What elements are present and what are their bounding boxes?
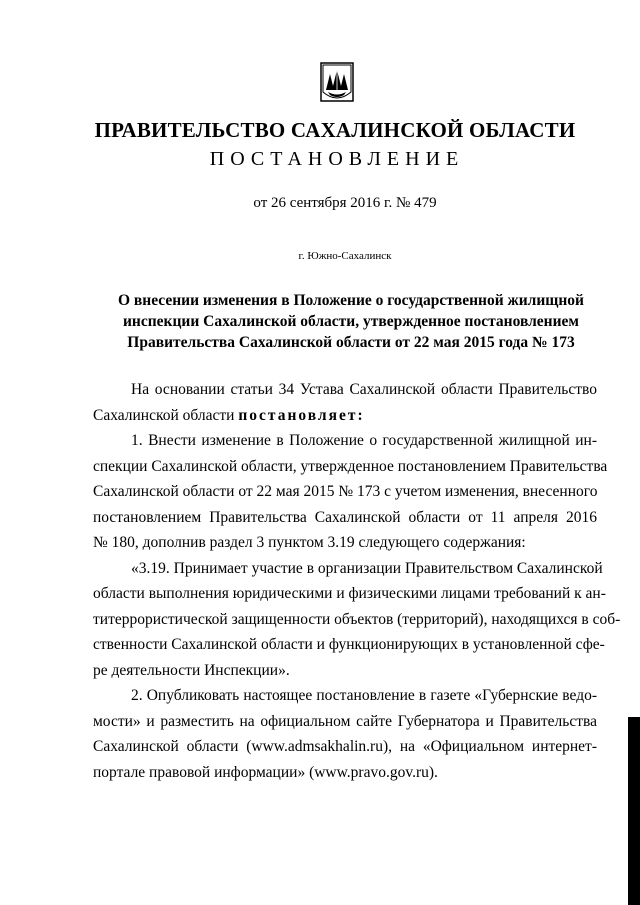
paragraph-quote-3-19 [93,556,621,684]
text-line: ственности Сахалинской области и функционирующих в установленной сфе- [93,636,605,653]
document-date-number: от 26 сентября 2016 г. № 479 [253,195,437,211]
text-line: 1. Внести изменение в Положение о государственной жилищной ин- [131,432,597,449]
text-line [93,403,597,429]
text-fragment: Сахалинской области [93,406,239,424]
sakhalin-coat-of-arms-icon [320,62,354,106]
text-line: ре деятельности Инспекции». [93,661,290,679]
text-line: Сахалинской области (www.admsakhalin.ru), на «Официальном интернет- [93,738,597,755]
document-type: ПОСТАНОВЛЕНИЕ [209,148,465,170]
subject-line: инспекции Сахалинской области, утвержденное постановлением [123,313,579,330]
subject-line: Правительства Сахалинской области от 22 мая 2015 года № 173 [127,334,575,351]
scan-edge-shadow [628,717,640,905]
text-line: На основании статьи 34 Устава Сахалинской области Правительство [131,381,597,398]
text-line: постановлением Правительства Сахалинской области от 11 апреля 2016 [93,508,597,526]
text-line: «3.19. Принимает участие в организации Правительством Сахалинской [131,559,603,577]
document-city: г. Южно-Сахалинск [298,250,392,262]
text-line: Сахалинской области от 22 мая 2015 № 173 с учетом изменения, внесенного [93,483,598,500]
text-line: 2. Опубликовать настоящее постановление в газете «Губернские ведо- [131,687,597,704]
paragraph-item-1 [93,428,608,556]
government-title: ПРАВИТЕЛЬСТВО САХАЛИНСКОЙ ОБЛАСТИ [94,118,576,142]
text-line: портале правовой информации» (www.pravo.gov.ru). [93,763,438,781]
document-subject [116,290,586,353]
text-line: № 180, дополнив раздел 3 пунктом 3.19 следующего содержания: [93,534,526,551]
subject-line: О внесении изменения в Положение о государственной жилищной [117,292,584,309]
text-line: области выполнения юридическими и физическими лицами требований к ан- [93,585,606,602]
paragraph-preamble [93,377,597,428]
text-line: мости» и разместить на официальном сайте Губернатора и Правительства [93,712,597,730]
text-line: спекции Сахалинской области, утвержденное постановлением Правительства [93,457,608,475]
resolves-keyword: постановляет: [238,406,365,424]
document-body [93,377,621,785]
paragraph-item-2 [93,683,597,785]
text-line: титеррористической защищенности объектов (территорий), находящихся в соб- [93,610,621,628]
